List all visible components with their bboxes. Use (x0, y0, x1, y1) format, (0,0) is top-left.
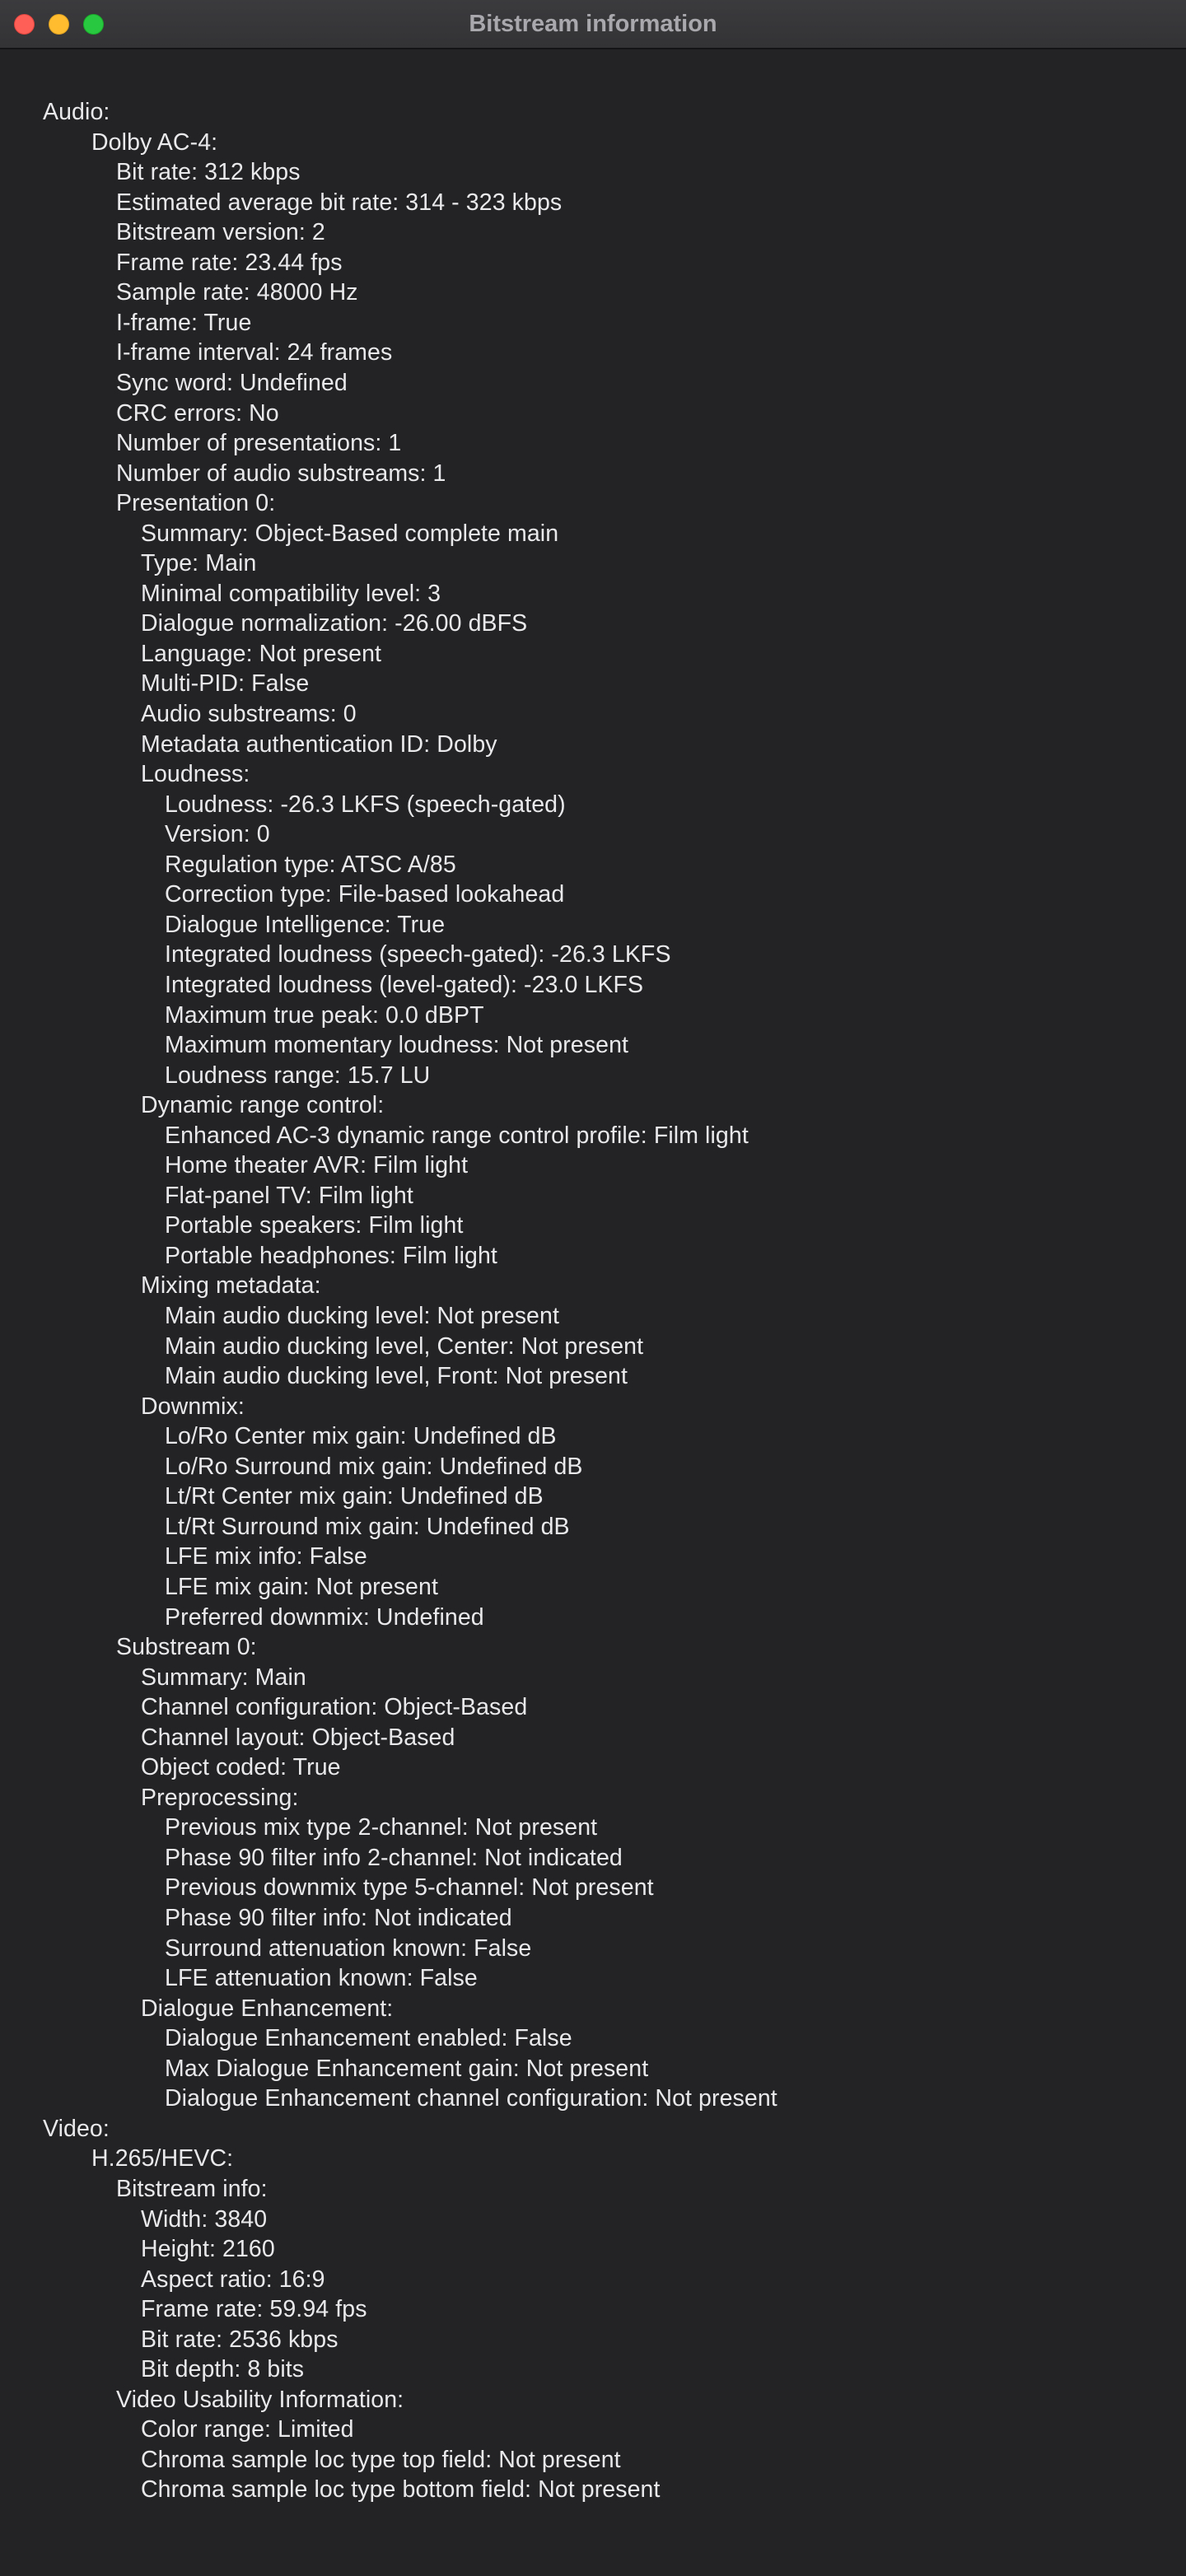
info-line: Regulation type: ATSC A/85 (165, 851, 456, 878)
info-line: Dialogue Intelligence: True (165, 911, 446, 938)
info-line: LFE attenuation known: False (165, 1965, 478, 1992)
info-line: Video: (43, 2115, 110, 2142)
info-line: Loudness range: 15.7 LU (165, 1062, 431, 1089)
info-line: Dialogue Enhancement: (141, 1995, 394, 2022)
info-line: Lo/Ro Surround mix gain: Undefined dB (165, 1453, 583, 1480)
info-line: Downmix: (141, 1393, 245, 1420)
info-line: Loudness: (141, 761, 250, 788)
info-line: Sync word: Undefined (116, 369, 348, 396)
window-title: Bitstream information (469, 11, 717, 37)
info-line: Lo/Ro Center mix gain: Undefined dB (165, 1423, 557, 1450)
info-line: Phase 90 filter info 2-channel: Not indicated (165, 1844, 623, 1871)
info-line: Enhanced AC-3 dynamic range control profile: Film light (165, 1122, 749, 1149)
info-line: Multi-PID: False (141, 670, 310, 698)
info-line: Maximum momentary loudness: Not present (165, 1032, 629, 1059)
info-line: LFE mix gain: Not present (165, 1573, 438, 1600)
info-line: Integrated loudness (level-gated): -23.0 LKFS (165, 971, 644, 998)
info-line: Sample rate: 48000 Hz (116, 279, 358, 306)
info-line: Number of audio substreams: 1 (116, 460, 446, 487)
info-line: Preprocessing: (141, 1784, 299, 1811)
info-line: Lt/Rt Center mix gain: Undefined dB (165, 1483, 544, 1510)
info-line: Portable speakers: Film light (165, 1212, 464, 1239)
info-line: LFE mix info: False (165, 1543, 367, 1570)
info-line: Frame rate: 23.44 fps (116, 249, 343, 276)
info-line: Color range: Limited (141, 2416, 354, 2443)
info-line: CRC errors: No (116, 399, 279, 427)
info-line: Surround attenuation known: False (165, 1934, 532, 1962)
info-line: Height: 2160 (141, 2236, 275, 2263)
info-line: Preferred downmix: Undefined (165, 1603, 484, 1631)
info-line: Channel layout: Object-Based (141, 1724, 455, 1751)
info-line: Bitstream info: (116, 2175, 268, 2202)
info-line: I-frame: True (116, 309, 252, 336)
info-line: Summary: Main (141, 1664, 306, 1691)
info-line: Dialogue Enhancement channel configuration: Not present (165, 2085, 777, 2112)
info-line: Chroma sample loc type bottom field: Not present (141, 2476, 661, 2504)
info-line: Chroma sample loc type top field: Not present (141, 2446, 621, 2473)
info-line: Bit rate: 2536 kbps (141, 2326, 339, 2353)
info-line: Max Dialogue Enhancement gain: Not present (165, 2055, 649, 2082)
info-line: Summary: Object-Based complete main (141, 520, 559, 547)
info-line: Frame rate: 59.94 fps (141, 2296, 367, 2323)
info-line: Previous mix type 2-channel: Not present (165, 1814, 598, 1841)
info-line: Main audio ducking level, Center: Not present (165, 1332, 644, 1360)
info-line: Integrated loudness (speech-gated): -26.3 LKFS (165, 941, 671, 968)
info-line: Mixing metadata: (141, 1272, 321, 1300)
info-line: Home theater AVR: Film light (165, 1152, 469, 1179)
info-line: Audio: (43, 99, 110, 125)
info-line: Audio substreams: 0 (141, 701, 357, 727)
info-line: H.265/HEVC: (91, 2145, 234, 2172)
info-line: Lt/Rt Surround mix gain: Undefined dB (165, 1513, 570, 1540)
info-line: Width: 3840 (141, 2205, 268, 2233)
info-line: Presentation 0: (116, 490, 276, 517)
info-line: Previous downmix type 5-channel: Not present (165, 1874, 654, 1902)
info-line: Number of presentations: 1 (116, 430, 402, 457)
info-line: Minimal compatibility level: 3 (141, 580, 441, 607)
info-line: Loudness: -26.3 LKFS (speech-gated) (165, 791, 566, 818)
info-line: Main audio ducking level, Front: Not present (165, 1363, 628, 1390)
info-line: Aspect ratio: 16:9 (141, 2266, 325, 2293)
info-line: Substream 0: (116, 1634, 257, 1661)
info-line: I-frame interval: 24 frames (116, 339, 393, 366)
info-line: Dolby AC-4: (91, 128, 218, 156)
info-line: Bitstream version: 2 (116, 219, 325, 246)
info-line: Channel configuration: Object-Based (141, 1694, 528, 1721)
info-line: Correction type: File-based lookahead (165, 881, 565, 908)
info-line: Dialogue normalization: -26.00 dBFS (141, 610, 528, 637)
info-line: Flat-panel TV: Film light (165, 1182, 413, 1209)
title-bar[interactable] (0, 0, 1186, 49)
info-line: Maximum true peak: 0.0 dBPT (165, 1001, 484, 1029)
info-line: Estimated average bit rate: 314 - 323 kbps (116, 189, 563, 216)
info-line: Dialogue Enhancement enabled: False (165, 2025, 572, 2052)
info-line: Portable headphones: Film light (165, 1242, 497, 1269)
info-line: Dynamic range control: (141, 1092, 385, 1119)
info-line: Main audio ducking level: Not present (165, 1303, 559, 1329)
info-line: Object coded: True (141, 1754, 341, 1781)
info-line: Type: Main (141, 550, 257, 577)
info-line: Language: Not present (141, 640, 382, 667)
info-line: Metadata authentication ID: Dolby (141, 730, 497, 758)
info-line: Phase 90 filter info: Not indicated (165, 1905, 512, 1931)
info-line: Bit depth: 8 bits (141, 2356, 305, 2383)
info-line: Version: 0 (165, 821, 270, 848)
info-line: Video Usability Information: (116, 2386, 404, 2413)
info-line: Bit rate: 312 kbps (116, 159, 301, 186)
